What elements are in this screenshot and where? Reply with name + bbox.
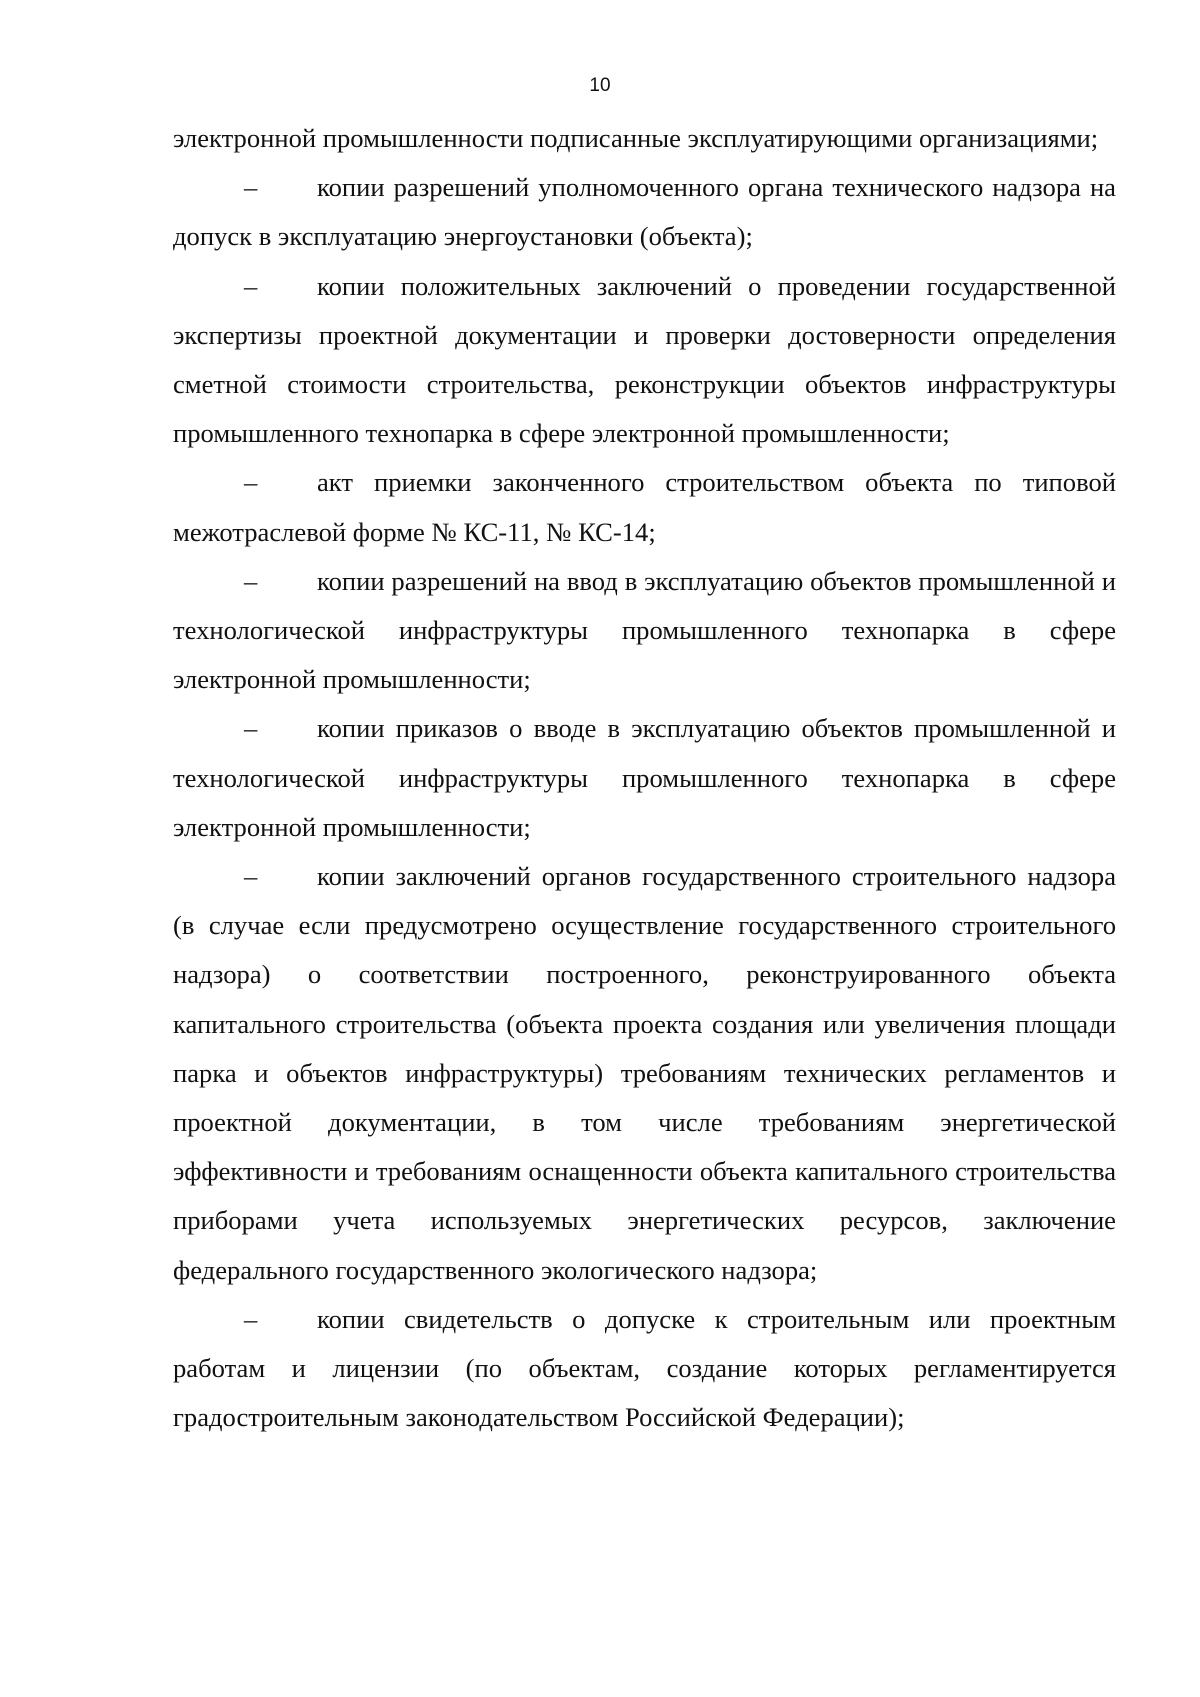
paragraph-text: копии свидетельств о допуске к строительным или проектным работам и лицензии (по объектам, создание которых регламентируется градостроительным законодательством Российской Федерации); [173, 1303, 1116, 1433]
list-dash: – [244, 1303, 258, 1334]
paragraph-continuation [173, 114, 1116, 163]
list-dash: – [244, 713, 258, 744]
list-item [173, 557, 1116, 705]
list-item [173, 163, 1116, 261]
list-item [173, 458, 1116, 556]
document-body [173, 114, 1116, 1442]
list-dash: – [244, 172, 258, 203]
list-dash: – [244, 565, 258, 596]
paragraph-text: электронной промышленности подписанные эксплуатирующими организациями; [173, 123, 1099, 153]
list-dash: – [244, 270, 258, 301]
paragraph-text: копии заключений органов государственного строительного надзора (в случае если предусмотрено осуществление государственного строительного надзора) о соответствии построенного, реконструированного объекта капитального строительства (объекта проекта создания или увеличения площади парка и объектов инфраструктуры) требованиям технических регламентов и проектной документации, в том числе требованиям энергетической эффективности и требованиям оснащенности объекта капитального строительства приборами учета используемых энергетических ресурсов, заключение федерального государственного экологического надзора; [173, 861, 1116, 1285]
list-item [173, 852, 1116, 1295]
list-item [173, 1295, 1116, 1443]
list-dash: – [244, 467, 258, 498]
paragraph-text: копии разрешений уполномоченного органа технического надзора на допуск в эксплуатацию энергоустановки (объекта); [173, 172, 1116, 252]
paragraph-text: акт приемки законченного строительством объекта по типовой межотраслевой форме № КС-11, № КС-14; [173, 467, 1116, 547]
paragraph-text: копии приказов о вводе в эксплуатацию объектов промышленной и технологической инфраструктуры промышленного технопарка в сфере электронной промышленности; [173, 713, 1116, 842]
paragraph-text: копии разрешений на ввод в эксплуатацию объектов промышленной и технологической инфраструктуры промышленного технопарка в сфере электронной промышленности; [173, 565, 1116, 695]
list-item [173, 262, 1116, 459]
list-item [173, 704, 1116, 852]
paragraph-text: копии положительных заключений о проведении государственной экспертизы проектной документации и проверки достоверности определения сметной стоимости строительства, реконструкции объектов инфраструктуры промышленного технопарка в сфере электронной промышленности; [173, 270, 1116, 449]
page-number: 10 [589, 75, 611, 96]
list-dash: – [244, 861, 258, 892]
